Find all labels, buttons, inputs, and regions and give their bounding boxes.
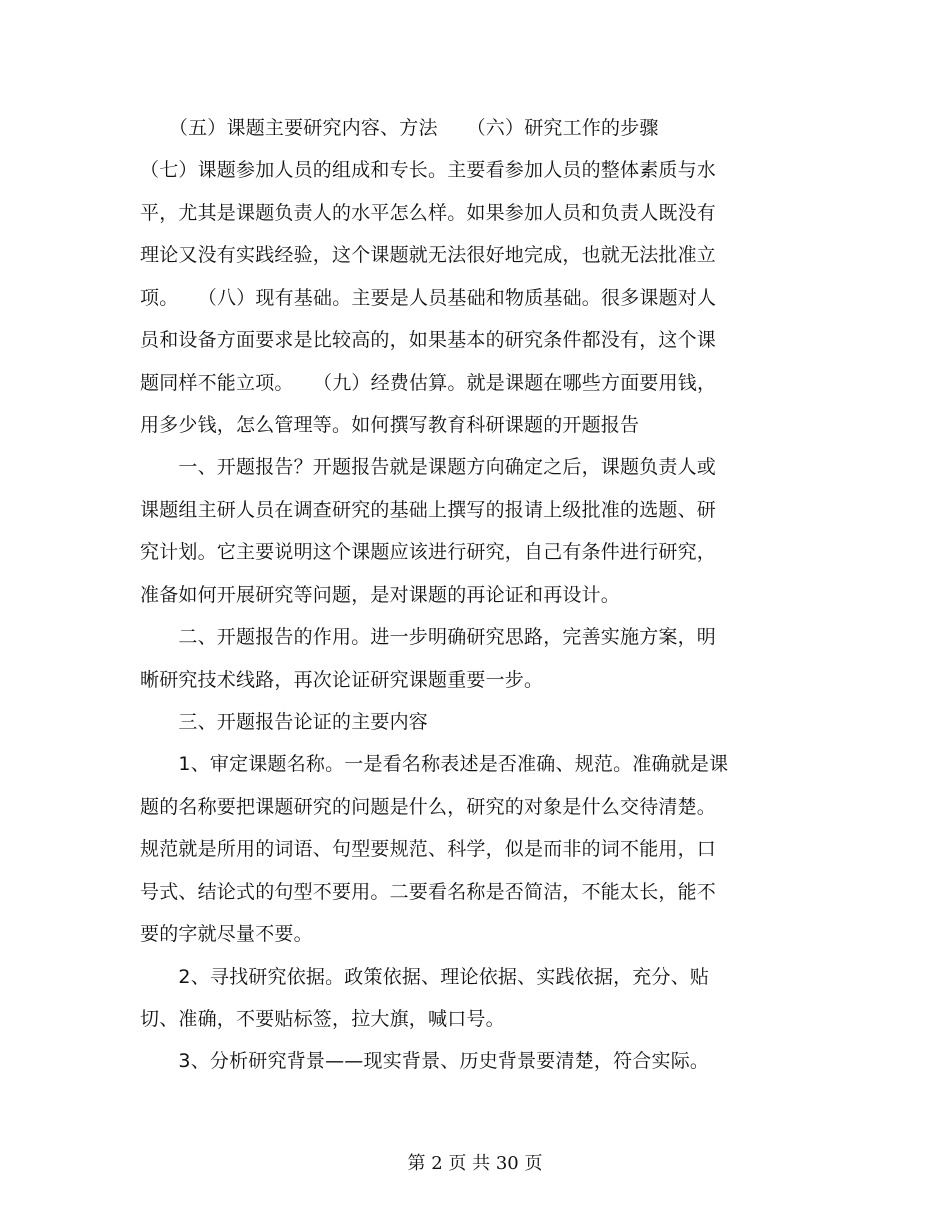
text-line: 员和设备方面要求是比较高的，如果基本的研究条件都没有，这个课 [140, 329, 717, 351]
text-line: 理论又没有实践经验，这个课题就无法很好地完成，也就无法批准立 [140, 244, 717, 266]
text-line: 2、寻找研究依据。政策依据、理论依据、实践依据，充分、贴 [140, 966, 710, 988]
text-line: 1、审定课题名称。一是看名称表述是否准确、规范。准确就是课 [140, 753, 729, 775]
text-line: 号式、结论式的句型不要用。二要看名称是否简洁，不能太长，能不 [140, 881, 717, 903]
text-line: 项。 （八）现有基础。主要是人员基础和物质基础。很多课题对人 [140, 287, 717, 309]
text-line: 准备如何开展研究等问题，是对课题的再论证和再设计。 [140, 584, 621, 606]
text-line: 一、开题报告？开题报告就是课题方向确定之后，课题负责人或 [140, 456, 717, 478]
text-line: 平，尤其是课题负责人的水平怎么样。如果参加人员和负责人既没有 [140, 202, 717, 224]
text-line: 题的名称要把课题研究的问题是什么，研究的对象是什么交待清楚。 [140, 796, 717, 818]
text-line: 三、开题报告论证的主要内容 [140, 711, 429, 733]
text-line: （五）课题主要研究内容、方法 （六）研究工作的步骤 [140, 117, 659, 139]
page-number-footer: 第 2 页 共 30 页 [407, 1153, 543, 1174]
text-line: 3、分析研究背景——现实背景、历史背景要清楚，符合实际。 [140, 1050, 710, 1072]
text-line: 要的字就尽量不要。 [140, 923, 313, 945]
text-line: 二、开题报告的作用。进一步明确研究思路，完善实施方案，明 [140, 626, 717, 648]
text-line: 晰研究技术线路，再次论证研究课题重要一步。 [140, 669, 544, 691]
text-line: 切、准确，不要贴标签，拉大旗，喊口号。 [140, 1008, 505, 1030]
text-line: 用多少钱，怎么管理等。如何撰写教育科研课题的开题报告 [140, 414, 640, 436]
text-line: 题同样不能立项。 （九）经费估算。就是课题在哪些方面要用钱， [140, 372, 717, 394]
text-line: （七）课题参加人员的组成和专长。主要看参加人员的整体素质与水 [140, 159, 717, 181]
text-line: 课题组主研人员在调查研究的基础上撰写的报请上级批准的选题、研 [140, 499, 717, 521]
text-line: 规范就是所用的词语、句型要规范、科学，似是而非的词不能用，口 [140, 838, 717, 860]
text-line: 究计划。它主要说明这个课题应该进行研究，自己有条件进行研究， [140, 541, 717, 563]
